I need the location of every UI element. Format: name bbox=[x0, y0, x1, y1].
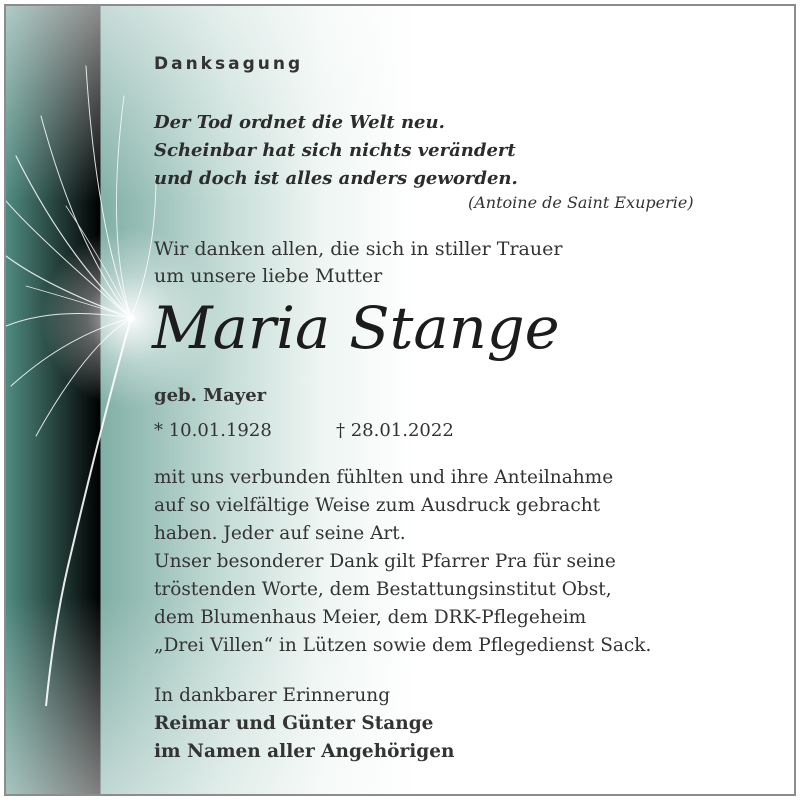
signatories: Reimar und Günter Stange bbox=[154, 713, 434, 734]
maiden-name: geb. Mayer bbox=[154, 385, 267, 406]
closing-signature bbox=[154, 682, 454, 766]
heading: Danksagung bbox=[154, 54, 304, 74]
thanks-line: „Drei Villen“ in Lützen sowie dem Pflegedienst Sack. bbox=[154, 635, 652, 656]
quote-author: (Antoine de Saint Exuperie) bbox=[468, 193, 694, 212]
intro-text bbox=[154, 236, 562, 290]
death-date: † 28.01.2022 bbox=[336, 420, 454, 441]
thanks-line: mit uns verbunden fühlten und ihre Anteilnahme bbox=[154, 467, 614, 488]
obituary-card bbox=[4, 4, 796, 796]
thanks-line: haben. Jeder auf seine Art. bbox=[154, 523, 406, 544]
birth-date: * 10.01.1928 bbox=[154, 420, 272, 441]
signatories-note: im Namen aller Angehörigen bbox=[154, 741, 455, 762]
intro-line: Wir danken allen, die sich in stiller Trauer bbox=[154, 238, 563, 260]
thanks-line: tröstenden Worte, dem Bestattungsinstitut Obst, bbox=[154, 579, 612, 600]
thanks-line: Unser besonderer Dank gilt Pfarrer Pra für seine bbox=[154, 551, 616, 572]
thanks-text bbox=[154, 464, 651, 660]
quote bbox=[154, 109, 518, 193]
quote-line: und doch ist alles anders geworden. bbox=[154, 168, 518, 189]
quote-line: Der Tod ordnet die Welt neu. bbox=[154, 112, 445, 133]
obituary-text bbox=[6, 6, 794, 794]
closing-line: In dankbarer Erinnerung bbox=[154, 685, 391, 706]
deceased-name: Maria Stange bbox=[152, 294, 560, 362]
thanks-line: dem Blumenhaus Meier, dem DRK-Pflegeheim bbox=[154, 607, 587, 628]
intro-line: um unsere liebe Mutter bbox=[154, 265, 383, 287]
thanks-line: auf so vielfältige Weise zum Ausdruck gebracht bbox=[154, 495, 601, 516]
quote-line: Scheinbar hat sich nichts verändert bbox=[154, 140, 516, 161]
